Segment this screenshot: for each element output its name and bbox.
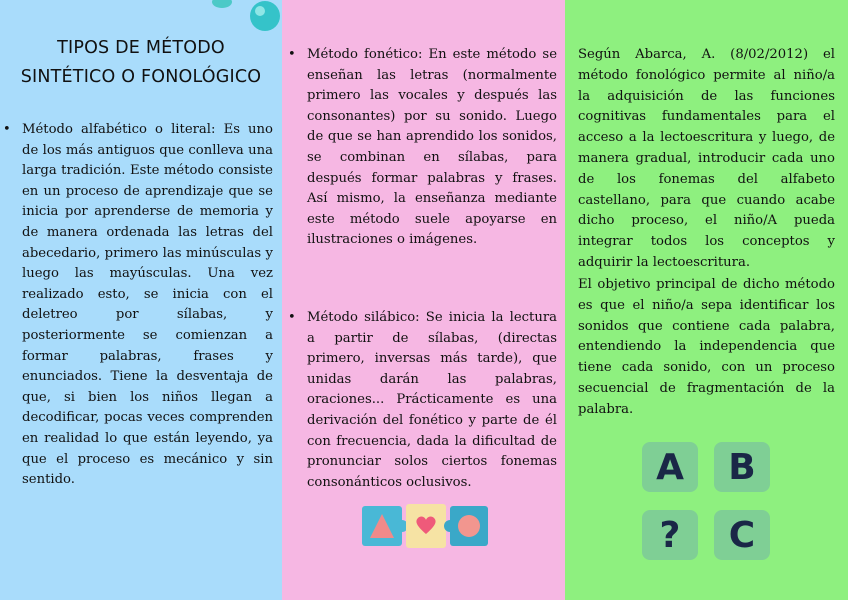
title-line-2: SINTÉTICO O FONOLÓGICO [20,67,262,87]
letter-tile-b: B [714,442,770,492]
puzzle-pieces-icon [358,500,492,552]
bullet-fonetico-text: Método fonético: En este método se enseñan las letras (normalmente primero las vocales y después las consonantes) por su sonido. Luego de que se han aprendido los sonidos, se combinan en sílabas, para después formar palabras y frases. Así mismo, la enseñanza mediante este método suele apoyarse en ilustraciones o imágenes. [307,47,557,248]
abarca-paragraph: Según Abarca, A. (8/02/2012) el método fonológico permite al niño/a la adquisición de las funciones cognitivas fundamentales para el acceso a la lectoescritura y luego, de manera gradual, introducir cada uno de los fonemas del alfabeto castellano, para que cuando acabe dicho proceso, el niño/A pueda integrar todos los conceptos y adquirir la lectoescritura. [578,47,835,270]
objective-paragraph: El objetivo principal de dicho método es que el niño/a sepa identificar los sonidos que contiene cada palabra, entendiendo la independencia que tiene cada sonido, con un proceso secuencial de fragmentación de la palabra. [578,277,835,417]
letter-tile-c: C [714,510,770,560]
bullet-dot: • [288,310,296,325]
page-title [0,34,282,92]
letter-tile-a: A [642,442,698,492]
bullet-silabico [288,308,557,493]
bullet-dot: • [3,122,11,137]
bullet-alfabetico [3,120,273,491]
bullet-alfabetico-text: Método alfabético o literal: Es uno de los más antiguos que conlleva una larga tradición. Este método consiste en un proceso de aprendizaje que se inicia por aprenderse de memoria y de manera ordenada las letras del abecedario, primero las minúsculas y luego las mayúsculas. Una vez realizado esto, se inicia con el deletreo por sílabas, y posteriormente se comienzan a formar palabras, frases y enunciados. Tiene la desventaja de que, si bien los niños llegan a decodificar, pocas veces comprenden en realidad lo que están leyendo, ya que el proceso es mecánico y sin sentido. [22,122,273,488]
bullet-fonetico [288,45,557,251]
bullet-dot: • [288,47,296,62]
letter-tile-question: ? [642,510,698,560]
bullet-silabico-text: Método silábico: Se inicia la lectura a partir de sílabas, (directas primero, inversas más tarde), que unidas darán las palabras, oraciones... Prácticamente es una derivación del fonético y parte de él con frecuencia, dada la dificultad de pronunciar solos ciertos fonemas consonánticos oclusivos. [307,310,557,490]
title-line-1: TIPOS DE MÉTODO [57,38,225,58]
